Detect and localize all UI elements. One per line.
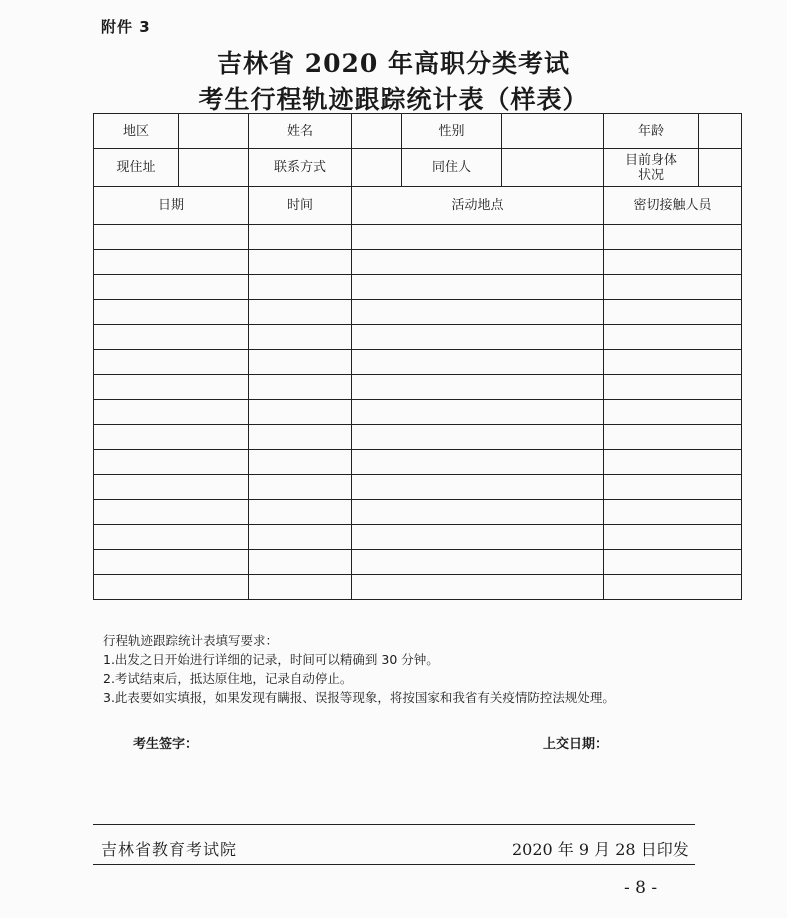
contacts-cell[interactable] bbox=[604, 350, 742, 375]
date-cell[interactable] bbox=[94, 550, 249, 575]
itinerary-header-row bbox=[94, 187, 742, 225]
date-cell[interactable] bbox=[94, 225, 249, 250]
student-signature-label: 考生签字： bbox=[133, 737, 199, 752]
location-cell[interactable] bbox=[352, 400, 604, 425]
region-field[interactable] bbox=[179, 114, 249, 149]
time-cell[interactable] bbox=[249, 450, 352, 475]
time-cell[interactable] bbox=[249, 475, 352, 500]
table-row bbox=[94, 375, 742, 400]
table-row bbox=[94, 250, 742, 275]
cohabitant-field[interactable] bbox=[502, 149, 604, 187]
location-cell[interactable] bbox=[352, 575, 604, 600]
name-field[interactable] bbox=[352, 114, 402, 149]
name-label: 姓名 bbox=[249, 114, 352, 149]
contacts-cell[interactable] bbox=[604, 425, 742, 450]
contact-field[interactable] bbox=[352, 149, 402, 187]
page-number: - 8 - bbox=[624, 878, 658, 898]
time-cell[interactable] bbox=[249, 325, 352, 350]
footer-rule-bottom bbox=[93, 864, 695, 865]
table-row bbox=[94, 225, 742, 250]
time-cell[interactable] bbox=[249, 350, 352, 375]
contacts-cell[interactable] bbox=[604, 475, 742, 500]
location-cell[interactable] bbox=[352, 325, 604, 350]
contact-label: 联系方式 bbox=[249, 149, 352, 187]
page-title: 吉林省 2020 年高职分类考试 bbox=[217, 49, 570, 78]
form-row-contact-info bbox=[94, 149, 742, 187]
table-row bbox=[94, 275, 742, 300]
date-cell[interactable] bbox=[94, 450, 249, 475]
date-cell[interactable] bbox=[94, 300, 249, 325]
col-header-time: 时间 bbox=[249, 187, 352, 225]
table-row bbox=[94, 350, 742, 375]
contacts-cell[interactable] bbox=[604, 575, 742, 600]
date-cell[interactable] bbox=[94, 400, 249, 425]
contacts-cell[interactable] bbox=[604, 275, 742, 300]
age-field[interactable] bbox=[699, 114, 742, 149]
contacts-cell[interactable] bbox=[604, 400, 742, 425]
form-row-basic-info bbox=[94, 114, 742, 149]
address-label: 现住址 bbox=[94, 149, 179, 187]
table-row bbox=[94, 550, 742, 575]
table-row bbox=[94, 450, 742, 475]
date-cell[interactable] bbox=[94, 500, 249, 525]
filling-instructions bbox=[103, 631, 615, 707]
contacts-cell[interactable] bbox=[604, 500, 742, 525]
location-cell[interactable] bbox=[352, 350, 604, 375]
table-row bbox=[94, 575, 742, 600]
date-cell[interactable] bbox=[94, 475, 249, 500]
table-row bbox=[94, 475, 742, 500]
instruction-item: 1.出发之日开始进行详细的记录，时间可以精确到 30 分钟。 bbox=[103, 652, 439, 667]
table-row bbox=[94, 300, 742, 325]
date-cell[interactable] bbox=[94, 275, 249, 300]
contacts-cell[interactable] bbox=[604, 525, 742, 550]
itinerary-form-table bbox=[93, 113, 742, 600]
health-label-line2: 状况 bbox=[637, 167, 664, 183]
table-row bbox=[94, 425, 742, 450]
table-row bbox=[94, 525, 742, 550]
date-cell[interactable] bbox=[94, 325, 249, 350]
contacts-cell[interactable] bbox=[604, 300, 742, 325]
gender-field[interactable] bbox=[502, 114, 604, 149]
time-cell[interactable] bbox=[249, 575, 352, 600]
time-cell[interactable] bbox=[249, 525, 352, 550]
contacts-cell[interactable] bbox=[604, 250, 742, 275]
health-field[interactable] bbox=[699, 149, 742, 187]
location-cell[interactable] bbox=[352, 550, 604, 575]
instruction-item: 2.考试结束后，抵达原住地，记录自动停止。 bbox=[103, 671, 353, 686]
footer-rule-top bbox=[93, 824, 695, 825]
issuer-name: 吉林省教育考试院 bbox=[101, 840, 238, 859]
date-cell[interactable] bbox=[94, 525, 249, 550]
location-cell[interactable] bbox=[352, 525, 604, 550]
table-row bbox=[94, 500, 742, 525]
time-cell[interactable] bbox=[249, 425, 352, 450]
location-cell[interactable] bbox=[352, 225, 604, 250]
instruction-item: 3.此表要如实填报，如果发现有瞒报、误报等现象，将按国家和我省有关疫情防控法规处理。 bbox=[103, 690, 615, 705]
date-cell[interactable] bbox=[94, 350, 249, 375]
location-cell[interactable] bbox=[352, 250, 604, 275]
date-cell[interactable] bbox=[94, 375, 249, 400]
cohabitant-label: 同住人 bbox=[402, 149, 502, 187]
location-cell[interactable] bbox=[352, 475, 604, 500]
location-cell[interactable] bbox=[352, 300, 604, 325]
location-cell[interactable] bbox=[352, 375, 604, 400]
location-cell[interactable] bbox=[352, 275, 604, 300]
time-cell[interactable] bbox=[249, 550, 352, 575]
time-cell[interactable] bbox=[249, 225, 352, 250]
contacts-cell[interactable] bbox=[604, 550, 742, 575]
time-cell[interactable] bbox=[249, 500, 352, 525]
instructions-heading: 行程轨迹跟踪统计表填写要求： bbox=[103, 633, 279, 648]
col-header-date: 日期 bbox=[94, 187, 249, 225]
attachment-label: 附件 3 bbox=[101, 18, 151, 36]
date-cell[interactable] bbox=[94, 425, 249, 450]
age-label: 年龄 bbox=[604, 114, 699, 149]
print-date: 2020 年 9 月 28 日印发 bbox=[512, 840, 689, 859]
region-label: 地区 bbox=[94, 114, 179, 149]
page-subtitle: 考生行程轨迹跟踪统计表（样表） bbox=[198, 85, 589, 114]
time-cell[interactable] bbox=[249, 400, 352, 425]
contacts-cell[interactable] bbox=[604, 450, 742, 475]
location-cell[interactable] bbox=[352, 425, 604, 450]
contacts-cell[interactable] bbox=[604, 225, 742, 250]
col-header-contacts: 密切接触人员 bbox=[604, 187, 742, 225]
address-field[interactable] bbox=[179, 149, 249, 187]
submission-date-label: 上交日期： bbox=[543, 737, 609, 752]
gender-label: 性别 bbox=[402, 114, 502, 149]
health-label-line1: 目前身体 bbox=[624, 152, 677, 168]
time-cell[interactable] bbox=[249, 275, 352, 300]
contacts-cell[interactable] bbox=[604, 325, 742, 350]
time-cell[interactable] bbox=[249, 375, 352, 400]
time-cell[interactable] bbox=[249, 250, 352, 275]
location-cell[interactable] bbox=[352, 450, 604, 475]
contacts-cell[interactable] bbox=[604, 375, 742, 400]
col-header-location: 活动地点 bbox=[352, 187, 604, 225]
table-row bbox=[94, 400, 742, 425]
date-cell[interactable] bbox=[94, 250, 249, 275]
table-row bbox=[94, 325, 742, 350]
location-cell[interactable] bbox=[352, 500, 604, 525]
date-cell[interactable] bbox=[94, 575, 249, 600]
health-label bbox=[604, 149, 699, 187]
time-cell[interactable] bbox=[249, 300, 352, 325]
